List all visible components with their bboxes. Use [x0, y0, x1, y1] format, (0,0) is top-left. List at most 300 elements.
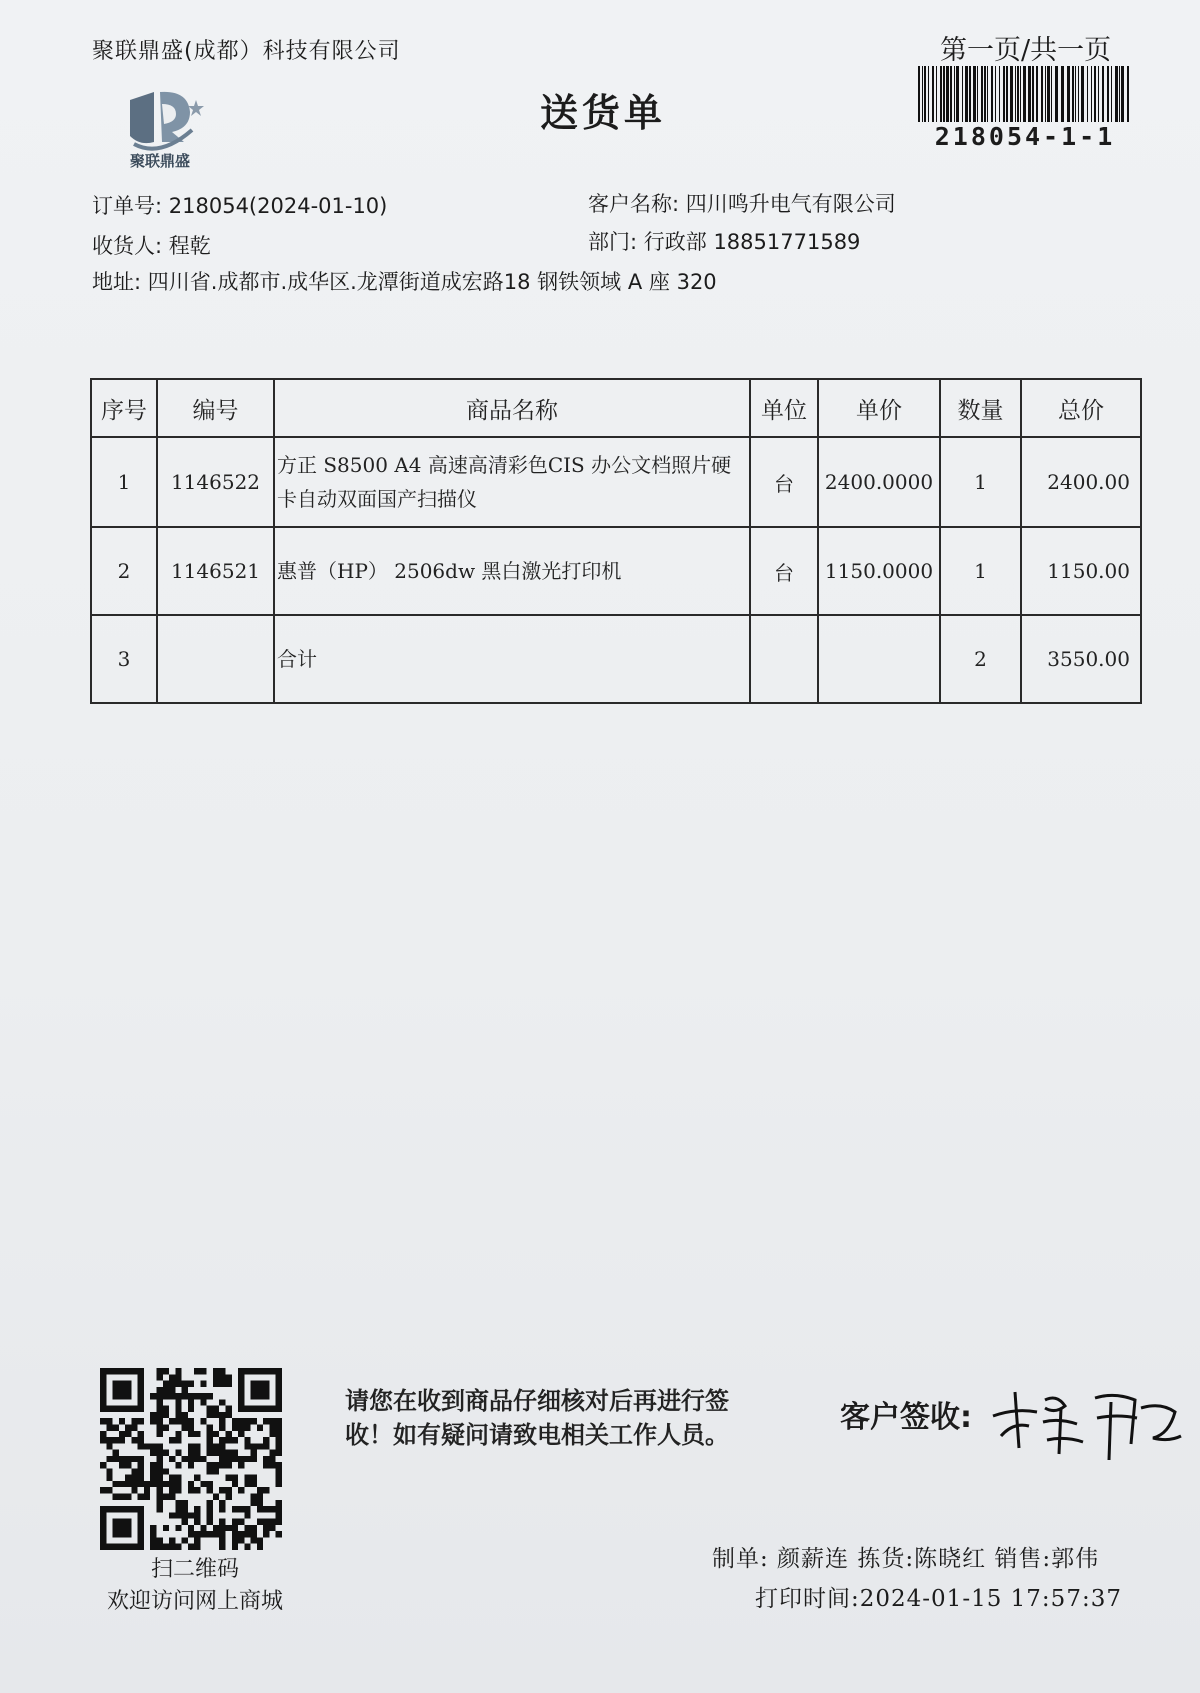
qr-module — [182, 1500, 188, 1506]
qr-module — [207, 1487, 213, 1493]
qr-module — [213, 1531, 219, 1537]
receiver-value: 程乾 — [168, 234, 211, 258]
qr-module — [182, 1456, 188, 1462]
qr-module — [100, 1381, 106, 1387]
qr-module — [182, 1393, 188, 1399]
cell-name: 方正 S8500 A4 高速高清彩色CIS 办公文档照片硬卡自动双面国产扫描仪 — [274, 437, 750, 527]
barcode-bar — [1015, 66, 1016, 122]
qr-module — [213, 1374, 219, 1380]
qr-module — [238, 1393, 244, 1399]
qr-module — [194, 1537, 200, 1543]
qr-module — [219, 1462, 225, 1468]
qr-module — [163, 1381, 169, 1387]
qr-module — [263, 1519, 269, 1525]
qr-module — [125, 1368, 131, 1374]
qr-module — [131, 1475, 137, 1481]
qr-module — [244, 1406, 250, 1412]
qr-module — [207, 1481, 213, 1487]
qr-module — [156, 1450, 162, 1456]
qr-module — [194, 1450, 200, 1456]
qr-module — [257, 1506, 263, 1512]
qr-module — [144, 1443, 150, 1449]
qr-module — [219, 1424, 225, 1430]
qr-module — [257, 1393, 263, 1399]
header-seq: 序号 — [91, 379, 157, 437]
qr-module — [263, 1393, 269, 1399]
qr-module — [163, 1406, 169, 1412]
qr-module — [263, 1525, 269, 1531]
signature-icon — [985, 1378, 1185, 1468]
qr-module — [113, 1393, 119, 1399]
cell-total: 2400.00 — [1021, 437, 1141, 527]
qr-module — [182, 1418, 188, 1424]
qr-module — [251, 1387, 257, 1393]
barcode-bar — [1017, 66, 1019, 122]
qr-module — [156, 1393, 162, 1399]
qr-module — [207, 1424, 213, 1430]
qr-module — [207, 1468, 213, 1474]
qr-module — [125, 1424, 131, 1430]
qr-module — [188, 1418, 194, 1424]
qr-module — [263, 1531, 269, 1537]
qr-module — [257, 1487, 263, 1493]
qr-module — [138, 1468, 144, 1474]
qr-module — [188, 1456, 194, 1462]
qr-module — [169, 1512, 175, 1518]
qr-module — [226, 1525, 232, 1531]
barcode-bar — [922, 66, 923, 122]
barcode-bar — [987, 66, 988, 122]
barcode-bar — [1023, 66, 1026, 122]
qr-module — [219, 1412, 225, 1418]
table-row — [91, 527, 1141, 615]
qr-module — [163, 1494, 169, 1500]
qr-module — [175, 1368, 181, 1374]
qr-module — [263, 1387, 269, 1393]
qr-module — [100, 1387, 106, 1393]
qr-module — [100, 1374, 106, 1380]
qr-module — [163, 1481, 169, 1487]
qr-module — [232, 1544, 238, 1550]
qr-module — [244, 1443, 250, 1449]
qr-module — [232, 1525, 238, 1531]
qr-module — [188, 1381, 194, 1387]
qr-module — [207, 1437, 213, 1443]
qr-module — [194, 1506, 200, 1512]
customer-label: 客户名称: — [588, 192, 680, 216]
barcode-bar — [956, 66, 959, 122]
order-value: 218054(2024-01-10) — [168, 194, 388, 218]
qr-module — [263, 1487, 269, 1493]
qr-module — [100, 1531, 106, 1537]
qr-module — [244, 1544, 250, 1550]
qr-module — [213, 1431, 219, 1437]
cell-name: 惠普（HP） 2506dw 黑白激光打印机 — [274, 527, 750, 615]
qr-module — [169, 1487, 175, 1493]
qr-module — [238, 1424, 244, 1430]
qr-module — [106, 1475, 112, 1481]
qr-module — [175, 1525, 181, 1531]
qr-module — [188, 1406, 194, 1412]
qr-module — [100, 1393, 106, 1399]
qr-module — [194, 1431, 200, 1437]
qr-module — [188, 1393, 194, 1399]
qr-module — [169, 1544, 175, 1550]
qr-module — [226, 1494, 232, 1500]
qr-module — [244, 1418, 250, 1424]
qr-module — [106, 1418, 112, 1424]
qr-module — [113, 1437, 119, 1443]
qr-module — [163, 1544, 169, 1550]
qr-module — [194, 1519, 200, 1525]
qr-module — [163, 1393, 169, 1399]
qr-module — [194, 1475, 200, 1481]
qr-module — [138, 1443, 144, 1449]
barcode-bar — [977, 66, 978, 122]
qr-module — [131, 1424, 137, 1430]
qr-module — [232, 1537, 238, 1543]
barcode-bar — [1032, 66, 1034, 122]
qr-module — [238, 1381, 244, 1387]
qr-module — [131, 1506, 137, 1512]
qr-module — [125, 1519, 131, 1525]
qr-module — [188, 1462, 194, 1468]
qr-module — [113, 1450, 119, 1456]
qr-module — [238, 1368, 244, 1374]
qr-module — [194, 1456, 200, 1462]
barcode-bar — [946, 66, 949, 122]
qr-module — [150, 1450, 156, 1456]
qr-module — [188, 1424, 194, 1430]
qr-module — [226, 1406, 232, 1412]
cell-code: 1146521 — [157, 527, 274, 615]
qr-module — [269, 1406, 275, 1412]
qr-module — [226, 1381, 232, 1387]
qr-module — [131, 1456, 137, 1462]
qr-module — [138, 1437, 144, 1443]
qr-module — [194, 1368, 200, 1374]
qr-module — [156, 1462, 162, 1468]
qr-module — [251, 1456, 257, 1462]
qr-module — [175, 1418, 181, 1424]
qr-module — [100, 1537, 106, 1543]
qr-module — [163, 1412, 169, 1418]
qr-module — [276, 1506, 282, 1512]
barcode-bar — [1081, 66, 1084, 122]
qr-module — [106, 1544, 112, 1550]
qr-module — [263, 1443, 269, 1449]
qr-module — [169, 1437, 175, 1443]
qr-module — [138, 1406, 144, 1412]
barcode-bar — [1036, 66, 1038, 122]
barcode-bar — [918, 66, 920, 122]
cell-name: 合计 — [274, 615, 750, 703]
qr-module — [219, 1381, 225, 1387]
qr-module — [169, 1374, 175, 1380]
header-code: 编号 — [157, 379, 274, 437]
qr-module — [119, 1456, 125, 1462]
qr-module — [207, 1519, 213, 1525]
qr-module — [219, 1544, 225, 1550]
qr-module — [207, 1512, 213, 1518]
qr-module — [276, 1418, 282, 1424]
qr-module — [138, 1456, 144, 1462]
qr-module — [238, 1374, 244, 1380]
qr-module — [106, 1487, 112, 1493]
qr-module — [269, 1450, 275, 1456]
qr-module — [175, 1381, 181, 1387]
qr-module — [269, 1424, 275, 1430]
qr-module — [219, 1418, 225, 1424]
qr-module — [100, 1368, 106, 1374]
qr-module — [156, 1475, 162, 1481]
qr-module — [156, 1443, 162, 1449]
qr-module — [276, 1374, 282, 1380]
qr-module — [276, 1431, 282, 1437]
qr-module — [251, 1500, 257, 1506]
barcode-bar — [1047, 66, 1050, 122]
qr-module — [156, 1487, 162, 1493]
qr-module — [113, 1494, 119, 1500]
qr-module — [257, 1443, 263, 1449]
barcode-bar — [1061, 66, 1064, 122]
qr-module — [175, 1412, 181, 1418]
qr-module — [131, 1437, 137, 1443]
qr-module — [175, 1399, 181, 1405]
qr-module — [131, 1487, 137, 1493]
qr-module — [251, 1531, 257, 1537]
qr-module — [188, 1431, 194, 1437]
qr-module — [219, 1500, 225, 1506]
qr-module — [100, 1519, 106, 1525]
qr-module — [113, 1381, 119, 1387]
qr-module — [125, 1531, 131, 1537]
qr-module — [125, 1456, 131, 1462]
qr-module — [269, 1431, 275, 1437]
qr-module — [263, 1506, 269, 1512]
qr-module — [263, 1437, 269, 1443]
qr-module — [188, 1512, 194, 1518]
qr-module — [119, 1531, 125, 1537]
qr-module — [219, 1399, 225, 1405]
qr-module — [150, 1462, 156, 1468]
staff-info: 制单: 颜薪连 拣货:陈晓红 销售:郭伟 — [712, 1546, 1100, 1572]
qr-module — [276, 1443, 282, 1449]
qr-module — [276, 1381, 282, 1387]
qr-module — [251, 1494, 257, 1500]
table-header-row — [91, 379, 1141, 437]
qr-module — [263, 1381, 269, 1387]
qr-module — [150, 1481, 156, 1487]
notice-text: 请您在收到商品仔细核对后再进行签收！如有疑问请致电相关工作人员。 — [345, 1387, 729, 1449]
qr-module — [207, 1450, 213, 1456]
barcode-bar — [928, 66, 929, 122]
qr-module — [125, 1481, 131, 1487]
qr-module — [257, 1519, 263, 1525]
qr-module — [150, 1475, 156, 1481]
qr-module — [251, 1537, 257, 1543]
qr-module — [207, 1462, 213, 1468]
header-name: 商品名称 — [274, 379, 750, 437]
qr-module — [276, 1500, 282, 1506]
qr-module — [125, 1381, 131, 1387]
qr-module — [169, 1456, 175, 1462]
qr-module — [269, 1506, 275, 1512]
qr-module — [138, 1475, 144, 1481]
qr-module — [200, 1393, 206, 1399]
qr-caption — [90, 1554, 300, 1618]
qr-module — [213, 1381, 219, 1387]
qr-module — [106, 1437, 112, 1443]
qr-module — [232, 1456, 238, 1462]
qr-module — [138, 1506, 144, 1512]
qr-module — [276, 1475, 282, 1481]
qr-module — [138, 1512, 144, 1518]
qr-module — [125, 1387, 131, 1393]
qr-module — [276, 1387, 282, 1393]
qr-module — [113, 1519, 119, 1525]
qr-module — [169, 1494, 175, 1500]
qr-module — [263, 1406, 269, 1412]
cell-qty: 1 — [940, 437, 1021, 527]
qr-module — [213, 1525, 219, 1531]
cell-total: 3550.00 — [1021, 615, 1141, 703]
qr-module — [144, 1494, 150, 1500]
qr-module — [100, 1512, 106, 1518]
qr-module — [131, 1544, 137, 1550]
qr-module — [163, 1387, 169, 1393]
barcode-bar — [1028, 66, 1031, 122]
qr-module — [194, 1544, 200, 1550]
qr-module — [219, 1525, 225, 1531]
qr-module — [131, 1368, 137, 1374]
qr-module — [276, 1424, 282, 1430]
qr-module — [232, 1481, 238, 1487]
qr-module — [251, 1406, 257, 1412]
qr-module — [269, 1525, 275, 1531]
receiver — [92, 230, 211, 260]
qr-module — [125, 1393, 131, 1399]
customer-name — [588, 188, 896, 218]
qr-module — [163, 1450, 169, 1456]
qr-module — [200, 1525, 206, 1531]
receiver-label: 收货人: — [92, 234, 163, 258]
qr-module — [226, 1462, 232, 1468]
qr-module — [269, 1418, 275, 1424]
qr-module — [188, 1481, 194, 1487]
qr-module — [119, 1544, 125, 1550]
qr-module — [138, 1544, 144, 1550]
qr-module — [113, 1544, 119, 1550]
qr-module — [100, 1418, 106, 1424]
qr-module — [182, 1387, 188, 1393]
qr-module — [138, 1387, 144, 1393]
qr-module — [119, 1431, 125, 1437]
qr-module — [100, 1399, 106, 1405]
qr-module — [207, 1443, 213, 1449]
qr-module — [138, 1519, 144, 1525]
table-row — [91, 615, 1141, 703]
qr-module — [238, 1537, 244, 1543]
qr-module — [263, 1368, 269, 1374]
dept-value: 行政部 18851771589 — [643, 230, 861, 254]
qr-module — [156, 1481, 162, 1487]
qr-module — [188, 1487, 194, 1493]
qr-module — [251, 1475, 257, 1481]
qr-module — [119, 1406, 125, 1412]
qr-module — [188, 1443, 194, 1449]
qr-module — [238, 1406, 244, 1412]
qr-module — [213, 1368, 219, 1374]
qr-module — [257, 1494, 263, 1500]
qr-module — [200, 1456, 206, 1462]
qr-module — [150, 1468, 156, 1474]
address-label: 地址: — [92, 270, 142, 294]
qr-module — [232, 1450, 238, 1456]
qr-module — [269, 1456, 275, 1462]
qr-module — [156, 1374, 162, 1380]
qr-module — [138, 1399, 144, 1405]
qr-module — [276, 1481, 282, 1487]
qr-module — [226, 1475, 232, 1481]
barcode-bar — [969, 66, 971, 122]
barcode-bar — [1067, 66, 1070, 122]
qr-module — [119, 1481, 125, 1487]
barcode-bar — [1020, 66, 1021, 122]
qr-module — [276, 1468, 282, 1474]
qr-module — [269, 1519, 275, 1525]
qr-module — [156, 1424, 162, 1430]
barcode-bar — [981, 66, 983, 122]
qr-module — [219, 1437, 225, 1443]
qr-module — [144, 1487, 150, 1493]
qr-module — [113, 1531, 119, 1537]
qr-module — [251, 1481, 257, 1487]
qr-module — [188, 1399, 194, 1405]
qr-module — [188, 1450, 194, 1456]
qr-module — [150, 1544, 156, 1550]
barcode-bar — [1098, 66, 1099, 122]
qr-module — [257, 1500, 263, 1506]
qr-module — [207, 1406, 213, 1412]
qr-module — [219, 1443, 225, 1449]
table-row — [91, 437, 1141, 527]
qr-module — [207, 1531, 213, 1537]
barcode-bar — [991, 66, 993, 122]
qr-module — [113, 1424, 119, 1430]
qr-module — [213, 1443, 219, 1449]
qr-module — [219, 1519, 225, 1525]
qr-code-icon — [100, 1368, 282, 1550]
qr-module — [207, 1431, 213, 1437]
cell-unit: 台 — [750, 437, 818, 527]
qr-module — [131, 1468, 137, 1474]
qr-module — [269, 1462, 275, 1468]
barcode-bar — [954, 66, 955, 122]
cell-qty: 2 — [940, 615, 1021, 703]
qr-module — [169, 1387, 175, 1393]
barcode-bar — [1078, 66, 1079, 122]
qr-module — [226, 1450, 232, 1456]
address — [92, 266, 717, 296]
barcode-bar — [1094, 66, 1096, 122]
qr-module — [182, 1412, 188, 1418]
qr-module — [257, 1424, 263, 1430]
barcode-bar — [943, 66, 945, 122]
qr-module — [244, 1506, 250, 1512]
qr-module — [113, 1456, 119, 1462]
qr-caption-line-2: 欢迎访问网上商城 — [106, 1589, 283, 1614]
